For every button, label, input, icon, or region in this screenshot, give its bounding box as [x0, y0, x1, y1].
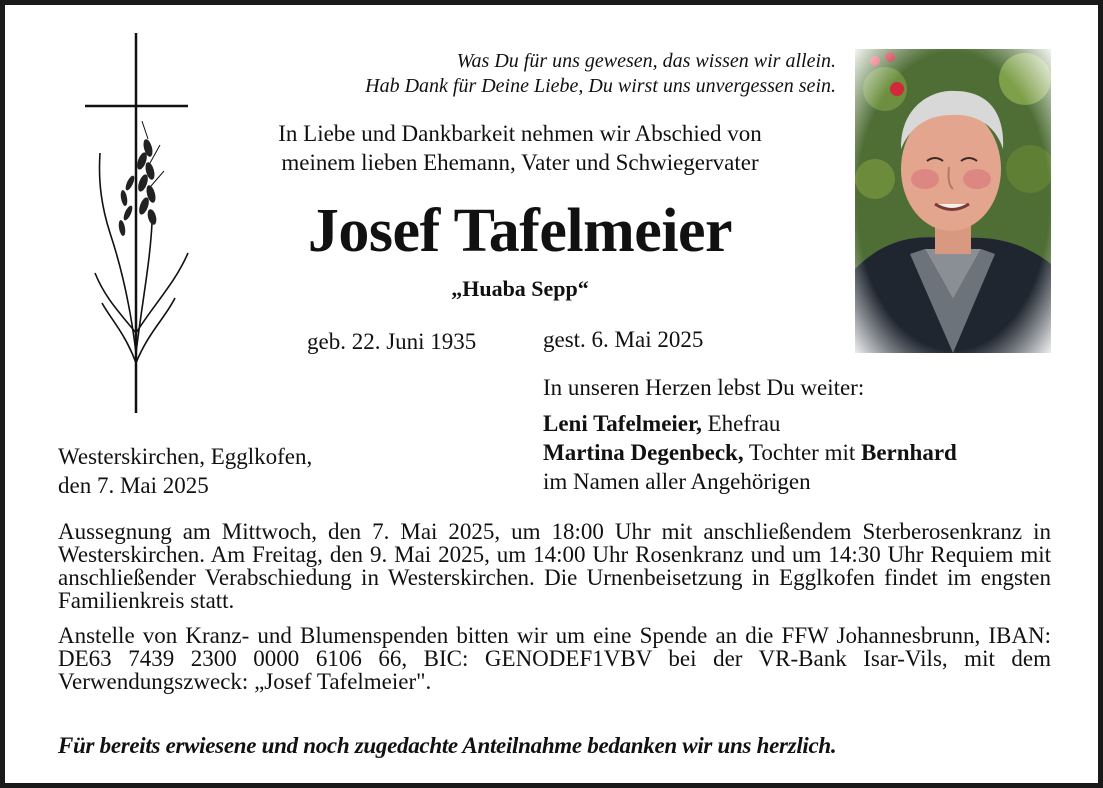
- place-and-date: [58, 442, 312, 500]
- intro-line-1: In Liebe und Dankbarkeit nehmen wir Abschied von: [278, 121, 762, 146]
- mourners-others: im Namen aller Angehörigen: [543, 469, 811, 494]
- notice-date: den 7. Mai 2025: [58, 473, 209, 498]
- deceased-name: Josef Tafelmeier: [307, 197, 733, 265]
- poem-line-2: Hab Dank für Deine Liebe, Du wirst uns unvergessen sein.: [365, 75, 836, 97]
- poem-line-1: Was Du für uns gewesen, das wissen wir allein.: [456, 50, 836, 72]
- service-details: [58, 520, 1051, 705]
- mourner-1: [543, 409, 1063, 438]
- intro-text: [205, 119, 835, 177]
- portrait-photo: [855, 49, 1051, 353]
- donation-paragraph: Anstelle von Kranz- und Blumenspenden bitten wir um eine Spende an die FFW Johannesbrunn, IBAN: DE63 7439 2300 0000 6106 66, BIC: GENODEF1VBV bei der VR-Bank Isar-Vils, mit dem Verwendungszweck: „Josef Tafelmeier".: [58, 623, 1051, 694]
- mourners-heading: In unseren Herzen lebst Du weiter:: [543, 375, 865, 400]
- mourner-2-role: Tochter mit: [743, 440, 861, 465]
- birth-date: geb. 22. Juni 1935: [307, 329, 477, 354]
- poem-verse: [216, 49, 836, 99]
- deceased-nickname: „Huaba Sepp“: [451, 276, 589, 301]
- intro-line-2: meinem lieben Ehemann, Vater und Schwiegervater: [281, 150, 759, 175]
- closing-thanks: Für bereits erwiesene und noch zugedachte Anteilnahme bedanken wir uns herzlich.: [58, 733, 837, 758]
- mourner-1-role: Ehefrau: [701, 411, 781, 436]
- cross-with-wheat-icon: [80, 33, 195, 415]
- mourner-1-name: Leni Tafelmeier,: [543, 411, 702, 436]
- mourner-2: [543, 438, 1063, 467]
- death-date: gest. 6. Mai 2025: [543, 327, 704, 352]
- mourner-2-partner: Bernhard: [861, 440, 957, 465]
- service-paragraph: Aussegnung am Mittwoch, den 7. Mai 2025, um 18:00 Uhr mit anschließendem Sterberosenkranz in Westerskirchen. Am Freitag, den 9. Mai 2025, um 14:00 Uhr Rosenkranz und um 14:30 Uhr Requiem mit anschließender Verabschiedung in Westerskirchen. Die Urnenbeisetzung in Egglkofen findet im engsten Familienkreis statt.: [58, 519, 1051, 613]
- mourners-block: [543, 373, 1063, 496]
- place-line: Westerskirchen, Egglkofen,: [58, 444, 313, 469]
- mourner-2-name: Martina Degenbeck,: [543, 440, 744, 465]
